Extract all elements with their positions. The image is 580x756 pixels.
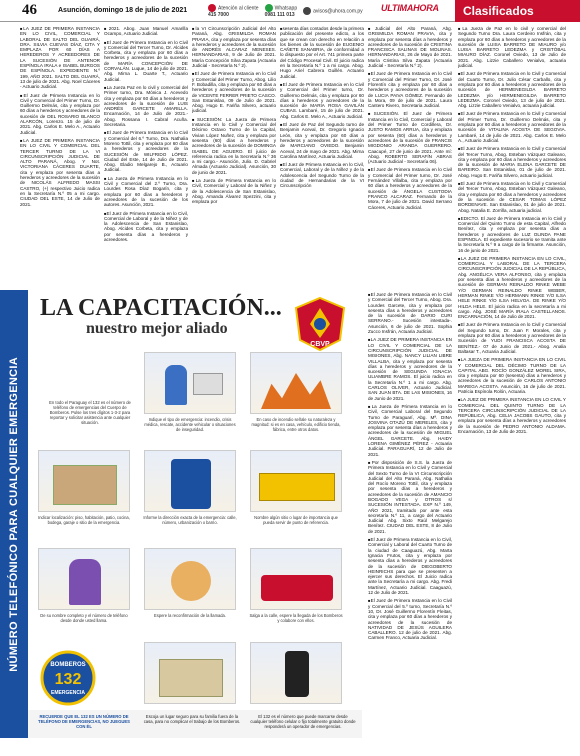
caller-figure: [69, 559, 101, 605]
legal-notice: ■ LA JUEZ DE PRIMERA INSTANCIA EN LO CIVIL Y COMERCIAL DEL TERCER TURNO DE LA VI CIRCUNSCRIPCIÓN JUDICIAL DE ALTO PARANÁ, Abog. Y Not. VICTORIANA CÁCERES DUARTE, cita y emplaza por sesenta días a herederos y acreedores de la sucesión de NICOLÁS ALFREDO MASSI CASTRO, (+) respectivo Juicio radica en la Secretaría N.º 05 a mi cargo. CIUDAD DEL ESTE, 14 de Julio de 2021.: [20, 138, 100, 207]
legal-notice: ■ El Juez de Primera Instancia en lo Civil y Comercial del Primer Turno, Dr. Guillermo Delmás, cita y emplaza por 60 días a herederos y acreedores de la sucesión de VITALINA ACOSTA DE SEGOVIA. Lambaré, 14 de julio de 2021. Abg. Carlos E. Melo A., Actuario Judicial.: [458, 111, 566, 143]
illustration-panel: [38, 548, 130, 610]
legal-notice: ■ El Juez de Primera Instancia en lo Civil y Comercial del 6.º Turno, Dra. Nathalia Moreno Tottil, cita y emplaza por 60 días a herederos y acreedores de la SUCESIÓN de WILFRIDO LÓPEZ. Ciudad del Este, 14 de Julio de 2021. Abog. Eladio Melgarejo B., Actuario Judicial.: [104, 130, 188, 172]
legal-notice: ■ El Juez de Primera Instancia en lo Civil y Comercial del Tercer Turno, Dr. Alcides Corbeta, cita y emplaza por 60 días a herederos y acreedores de la sucesión de MARÍA CONCEPCIÓN DE CORVALÁN. Luque, 14 de julio de 2021. Abg. Mirna L. Duarte T., Actuario Judicial.: [104, 40, 188, 82]
ad-intro-text: En todo el Paraguay el 132 es el número de teléfono de emergencias del Cuerpo de Bomberos. Pulse los tres dígitos 1-3-2 para reportar y solicitar asistencia ante cualquier situación.: [49, 400, 131, 425]
column-2: [104, 26, 188, 288]
legal-notice: ■ La Jueza de Primera Instancia en lo Civil, Comercial y Laboral de la Niñez y de la Adolescencia de San Estanislao, Abog. Amanda Álvarez Spezzini, cita y emplaza por: [192, 178, 276, 204]
fire-icon: [261, 373, 331, 409]
ad-side-text: NÚMERO TELEFÓNICO PARA CUALQUIER EMERGENCIA: [8, 356, 20, 672]
ad-title: LA CAPACITACIÓN...: [40, 295, 282, 321]
wait-icon: [171, 561, 211, 601]
footer-free-call: El 132 es el número que puede marcarse desde cualquier teléfono celular o fijo totalmente gratuito donde responderá un operador de emergencias.: [250, 714, 356, 729]
firefighters-ad: [28, 290, 362, 738]
phone-icon: [208, 4, 216, 12]
legal-notice: ■ El Juez de Primera Instancia en lo Civil, Comercial, Laboral y de la Niñez y de la Adolescencia del Segundo Turno de la ciudad de Hernandarias de la VI Circunscripción: [280, 162, 364, 188]
illustration-panel: [250, 548, 342, 610]
issue-date: Asunción, domingo 18 de julio de 2021: [58, 7, 188, 14]
newspaper-brand: ULTIMAHORA: [381, 3, 439, 13]
ad-side-banner: [0, 290, 28, 738]
legal-notice: ■ El Juez de Primera Instancia en lo Civil y Comercial del Tercer Turno, Abog. Esteban Vázquez Galeano, cita y emplaza por 60 días a herederos y acreedores de la sucesión de CESAR TOMAS LÓPEZ BORDENAVE. San Estanislao, 01 de julio de 2021. Abog. Natalia E. Zorrilla, actuaria judicial.: [458, 181, 566, 213]
page-header: [0, 0, 580, 22]
email-icon: [303, 7, 311, 15]
legal-notice: ■ El Juez de Primera Instancia en lo Civil y Comercial del Segundo turno, Dr. Juan F. Morales, cita y emplaza por 60 días a herederos y acreedores de la Sucesión de YUDI FRANCISCA ACOSTA DE BENÍTEZ.- 07 de Junio de 2021.- Abog. Analia Baltasar T., Actuaria Judicial.: [458, 322, 566, 354]
legal-notice: ■ El Juez de Primera Instancia en lo Civil y Comercial del Primer Turno, Abog. Lilio F. Bobadilla, cita y emplaza por 60 días a herederos y acreedores de la sucesión de VICENTE FERRER PRIETO CASCO. San Estanislao, 09 de Julio de 2021. Abog. Hugo E. Fariña Silvero, actuario judicial.: [192, 71, 276, 113]
column-1: [20, 26, 100, 288]
house-icon: [53, 465, 117, 505]
illustration-panel: [250, 352, 342, 414]
illustration-panel: [144, 450, 236, 512]
legal-notice: ■ 2021. Abog. Juan Manuel Amarilla Ocampo, Actuario Judicial.: [104, 26, 188, 37]
legal-notice: ■ la VI Circunscripción Judicial del Alto Paraná, Abg. GRISMILDA ROMAN PRAVIA, cita y emplaza por sesenta días a herederos y acreedores de la sucesión de ANDRÉS ALCARAZ MENESES. HERNANDARIAS, 9 de Julio de 2021. María Concepción Silva Zapata (Actuaria Judicial - Secretaría N.º 2).: [192, 26, 276, 68]
cbvp-logo: [290, 294, 350, 354]
column-5-bottom: [368, 292, 452, 740]
footer-warning: RECUERDE QUE EL 132 ES UN NÚMERO DE TELÉFONO DE EMERGENCIAS, NO JUEGUES CON ÉL: [38, 714, 130, 729]
family-outside-illustration: [159, 659, 223, 697]
step-caption: Informe la dirección exacta de la emergencia: calle, número, urbanización o barrio.: [143, 515, 237, 525]
whatsapp-icon: [265, 4, 273, 12]
step-caption: Indicar localización: piso, habitación, patio, cocina, bodega, garaje o sitio de la emergencia.: [38, 515, 130, 525]
column-3: [192, 26, 276, 288]
illustration-panel: [38, 450, 130, 512]
fire-truck-icon: [261, 575, 333, 601]
contact-info: [208, 4, 363, 18]
legal-notice: ■ El Juez de Primera Instancia en lo Civil y Comercial del Tercer Turno, Abog. Dra. Lourdes Garcete, cita y emplaza por sesenta días a herederos y acreedores de la sucesión de DARIO CURI SERRANO.- Sucesión intestada-. Asunción, 6 de julio de 2021. Sophia Zucco Insfrán, Actuaria Judicial.: [368, 292, 452, 334]
whatsapp-contact: Whatsapp 0981 111 013: [264, 4, 298, 18]
svg-text:EMERGENCIA: EMERGENCIA: [51, 690, 85, 696]
legal-notice: ■ El Juez de Primera Instancia en lo Civil y Comercial del Primer Turno, Dr. Guillermo Delmás, cita y emplaza por 60 días a herederos y acreedores de la sucesión de DEL ROSARIO BLANCO ALARCÓN, Lorenzo. 15 de julio de 2021. Abg. Carlos E. Melo A., Actuario Judicial.: [20, 93, 100, 135]
school-building-icon: [259, 473, 335, 501]
person-figure: [165, 365, 187, 405]
step-caption: Indique el tipo de emergencia: incendio, crisis médica, rescate, accidente vehicular o situaciones de inseguridad.: [144, 417, 236, 432]
illustration-panel: [250, 642, 342, 704]
step-caption: Salga a la calle, espere la llegada de los Bomberos y colabore con ellos.: [249, 613, 343, 623]
legal-notice: ■ Judicial del Alto Paraná, Abg. GRISMILDA ROMAN PRAVIA, cita y emplaza por sesenta días a herederos y acreedores de la sucesión de CRISTINA FRANCISCA SALINAS DE MOLINAS. HERNANDARIAS, 26 de Mayo de 2021. María Cristina Silva Zapata (Actuaria Judicial - Secretaría N.º 2).: [368, 26, 452, 68]
legal-notice: ■ El Juez de Primera Instancia en lo Civil y Comercial del 5.º turno, Secretaría N.º 10, Dr. José Guillermo Florentín Fleitas, cita y emplaza por 60 días a herederos y acreedores de la sucesión de NATIVIDAD DE JESÚS AGUILERA CABALLERO. 12 de julio de 2021. Abg. Carmen Franco, Actuaria Judicial.: [368, 598, 452, 640]
column-6: [458, 26, 566, 740]
legal-notice: ■ LA JUEZA DE PRIMERA INSTANCIA EN LO CIVIL Y COMERCIAL DEL DÉCIMO TURNO DE LA CAPITAL ABG. ROCÍO GONZÁLEZ MOREL SIRA, cita y emplaza por 60 (sesenta) días a herederos y acreedores de la sucesión de CARLOS ANTONIO MAREGA ACOSTA. Asunción, 16 de julio de 2021. Patricia Espínola Rolón, Actuaria.: [458, 357, 566, 394]
svg-text:132: 132: [54, 671, 82, 688]
legal-notice: ■ LA JUEZ DE PRIMERA INSTANCIA EN LO CIVIL Y COMERCIAL DEL QUINTO TURNO DE LA TERCERA CIRCUNSCRIPCIÓN JUDICIAL DE LA REPÚBLICA, Abg. CELIA JACOBS GAUTO, cita y emplaza por sesenta días a herederos y acreedores de la sucesión de PEDRO ANTONIO ALDAMA. Encarnación, 13 de Julio de 2021.: [458, 397, 566, 434]
legal-notice: ■ La Jueza de Primera Instancia en lo Civil y Comercial del 2.º Turno, Dra. Lourdes Rosa Díaz Bogarín, cita y emplaza por 60 días a herederos y acreedores de la sucesión de los autores. Asunción, 2021.: [104, 176, 188, 208]
mobile-phone-icon: [285, 651, 309, 697]
legal-notice: ■ LA JUEZ DE PRIMERA INSTANCIA EN LO CIVIL, COMERCIAL Y LABORAL DE SALTO DEL GUAIRÁ, DRA. SILVIA CUEVAS DÍAZ, CITA Y EMPLAZA POR 60 DÍAS A HEREDEROS Y ACREEDORES DE LA SUCESIÓN DE ANTENOR ESPÍNOLA IRALA e ISABEL BURGOS DE ESPÍNOLA. EXPEDIENTE N.º 199, AÑO 2021. SALTO DEL GUAIRÁ, 13 de julio de 2021. Abg. Noel Cáceres - Actuario Judicial.: [20, 26, 100, 90]
legal-notice: ■ SUCESIÓN. El Juez de Primera Instancia en lo Civil, Comercial y Laboral del Primer Turno de Cordillera, Dr. JUSTO RAMOS ARRUA, cita y emplaza por sesenta (60) días a herederos y acreedores de la sucesión de FRANCIS MIGDONIO ARANDA GUERRERO. Caacupé, 27 de junio de 2021. Ante mí: Abog. ROBERTO SERAFÍN ABRAS (Actuario Judicial - Secretaría 06).: [368, 111, 452, 164]
legal-notice: ■ El Juez de Primera Instancia en lo Civil y Comercial del Primer turno, Dr. Guillermo Delmás, cita y emplaza por 60 días a herederos y acreedores de la sucesión de MARÍA ROSA GAVILÁN CUBAS. Lambaré, 15 de julio de 2021. Abg. Carlos E. Melo A., Actuario Judicial.: [280, 82, 364, 119]
legal-notice: ■ Por disposición de S.S. la Jueza de Primera Instancia en lo Civil y Comercial del Sexto Turno de la VI Circunscripción Judicial del Alto Paraná, Abg. Nathalia del Rocío Moreno Tottil, cita y emplaza por sesenta días a herederos y acreedores de la sucesión de AMANCIO BOGADO VEGA y OTROS s/ SUCESIÓN INTESTADA. EXP N.º 149, AÑO 2021, tramitado por ante esta secretaría N.º 11, a cargo del Actuario Judicial Abg. Sixto Raúl Melgarejo Benítez. CIUDAD DEL ESTE, 8 de Julio de 2021.: [368, 460, 452, 534]
legal-notice: ■ La Jueza de Primera Instancia en lo Civil, Comercial Laboral del Segundo Turno de Paraguarí, Abg. Mª. DINA JOSVINA OTAZÚ DE MERELES, cita y emplaza por sesenta días a herederos y acreedores de la sucesión de MIGUEL ÁNGEL GARCETE. Abg. HAIDY LORENA GIMÉNEZ PÉREZ - Actuaria Judicial. PARAGUARÍ, 12 de Julio de 2021.: [368, 404, 452, 457]
phone-contact: Atención al cliente 415 7000: [208, 4, 259, 18]
legal-notice: ■ El Juez de Primera Instancia en lo Civil y Comercial del Tercer Turno, Abog. Esteban Vázquez Galeano, cita y emplaza por 60 días a herederos y acreedores de la sucesión de MARIA ELENA GARCETE DE BAREIRO. San Estanislao, 01 de julio de 2021. Abog. Hugo E. Fariña Silvero, actuario judicial.: [458, 146, 566, 178]
illustration-panel: [144, 642, 236, 704]
step-caption: Nombre algún sitio o lugar de importancia que pueda servir de punto de referencia.: [254, 515, 338, 525]
legal-notice: ■ La Jueza Paz en lo civil y comercial del Primer turno, Dra. Mónica J. Acevedo cita y emplaza por 60 días a herederos y acreedores de la sucesión de LUIS ANDRÉS GARCETE AMARILLA. Encarnación, 14 de Julio de 2021.- Abog. Rossana I. Cabral Acuña. Secretaria.: [104, 85, 188, 127]
column-5-top: [368, 26, 452, 288]
legal-notice: ■ LA JUEZ DE PRIMERA INSTANCIA EN LO CIVIL, COMERCIAL Y LABORAL DE LA TERCERA CIRCUNSCRIPCIÓN JUDICIAL DE LA REPÚBLICA, Abg. ANGÉLICA VERA ALFONSO, cita y emplaza por sesenta días a herederos y acreedores de la sucesión de GERMAN REINALDO RINKE WEBE Y/O GERMAN REINALDO RINKE WEBER, HERMAN RINKE Y/O HERMANN RINKE Y/O ILSA HELE RINKE Y/O ILSA HELVOA. DE RINKE Y/O HILDA HELE. El juicio radica en la secretaría a mi cargo. Abg. JOSÉ MARÍA IRALA CASTELLANOS. ENCARNACIÓN, 14 de Julio de 2021.: [458, 256, 566, 320]
legal-notice: ■ La Jueza de Paz en lo civil y comercial del Segundo Turno Dra. Laura Cerdeiro Insfrán, cita y emplaza por 60 días a herederos y acreedores de la sucesión de LUISA BARRETO DE MIAURO y/o LUISA BARRETO LEDEZMA y CRISTÓBAL MIAURO DÍAZ. Coronel Oviedo, 13 de Julio de 2021. Abg. Lizzie Caballero Venialvo, actuaria judicial.: [458, 26, 566, 68]
phone-icon: [193, 373, 223, 395]
firefighter-figure: [171, 459, 211, 509]
email-contact: avisos@uhora.com.py: [303, 7, 363, 15]
ad-footer: [28, 710, 362, 738]
footer-safe-place: Escoja un lugar seguro para su familia fuera de la casa, para no complicar el trabajo de los Bomberos.: [143, 714, 241, 724]
legal-notice: ■ LA JUEZ DE PRIMERA INSTANCIA EN LO CIVIL Y COMERCIAL DE LA CIRCUNSCRIPCIÓN JUDICIAL DE MISIONES, Abg. NANCY LILIAN LIBRE VILLALBA, cita y emplaza por sesenta días a herederos y acreedores de la sucesión de SEGUNDA IGNACIA ULIAMBRE RAMOS. El juicio radica en la Secretaría N.º 1 a mi cargo. Abg. CARLOS OLIVER, Actuario Judicial. SAN JUAN BTA. DE LAS MISIONES, 16 de Junio de 2021.: [368, 337, 452, 401]
illustration-panel: [144, 352, 236, 414]
svg-text:BOMBEROS: BOMBEROS: [50, 662, 86, 668]
legal-notice: ■ El Juez de Paz del Segundo turno de Benjamin Aceval, Dr. Gregorio Ignacio León, cita y emplaza por 60 días a herederos y acreedores de la sucesión de MARCIANO OVIEDO. Benjamin Aceval, 24 de mayo de 2021. Abg. Mirna Carolina Martínez, Actuaria Judicial.: [280, 122, 364, 159]
legal-notice: ■ El Juez de Primera Instancia en lo Civil, Comercial de Laboral y de la Niñez y de la Adolescencia de San Estanislao, Abog. Alcides Corbeta, cita y emplaza por sesenta días a herederos y acreedores.: [104, 211, 188, 243]
step-caption: Espere la reconfirmación de la llamada.: [154, 613, 226, 618]
legal-notice: ■ El Juez de Primera Instancia en lo Civil y Comercial del Cuarto Turno, Dr. Julio César Carballo, cita y emplaza por 60 días a herederos y acreedores de la sucesión de HERMENEGILDA BARRETO LEDEZMA y/o HERMENEGILDA BARRETO LEDEZMA. Coronel Oviedo, 13 de julio de 2021. Abg. Lizzie Caballero Venialvo, actuaria judicial.: [458, 71, 566, 108]
page-number: 46: [22, 2, 37, 18]
legal-notice: ■ El Juez de Primera Instancia en lo Civil, Comercial y Laboral del Cuarto Turno de la ciudad de Caaguazú, Abg. Marta Ignacia Frutos, cita y emplaza por sesenta días a herederos y acreedores de la sucesión de DIEGOBERTO HEINRICHS para que se presenten a ejercer sus derechos. El Juicio radica ante la Secretaría a mi cargo. Abg. Fredi Martínez, Actuario Judicial. Caaguazú, 12 de Julio de 2021.: [368, 537, 452, 595]
legal-notice: ■ sesenta días contados desde la primera publicación del presente edicto, a los que se crean con derecho en relación a los bienes de la sucesión de EUGENIO CAÑETE SANABRIA, de conformidad a lo dispuesto por el Art. 741 primera parte del Código Procesal Civil. El juicio radica en la Secretaría N.º 1 a mi cargo. Abog. Hugo Ariel Cabrera Guillén. Actuario Judicial.: [280, 26, 364, 79]
column-4: [280, 26, 364, 288]
legal-notice: ■ EDICTO. El Juez de Primera Instancia en lo Civil y Comercial del Quinto Turno de esta Capital, Alfredo Benítez, cita y emplaza por sesenta días a herederos y acreedores de LUZ OLINDA PANE ESPINOLA. El expediente sucesorio se tramita ante la Secretaría N.º 9 a cargo de la firmante. Asunción, 16 de junio de 2021.: [458, 216, 566, 253]
legal-notice: ■ El Juez de Primera Instancia en lo Civil y Comercial del Primer turno, Dr. José Fernández Villalba, cita y emplaza por 60 días a herederos y acreedores de la sucesión de ÁNGELA CUSTODIA FRANCO ALCARAZ. Fernando de la Mora, 7 de julio de 2021. David Serrano Cáceres, Actuario Judicial.: [368, 167, 452, 209]
logo-text: CBVP: [310, 341, 330, 348]
emergency-132-badge: [40, 650, 96, 706]
illustration-panel: [144, 548, 236, 610]
illustration-panel: [250, 450, 342, 512]
legal-notice: ■ El Juez de Primera Instancia en lo Civil y Comercial del Primer Turno, Dr. José Florentín cita y emplaza por 60 días a herederos y acreedores de la sucesión de LUCIA PAIVA GÓMEZ. Fernando de la Mora, 09 de julio de 2021. Laura Cantero Rivero, Secretaria Judicial.: [368, 71, 452, 108]
step-caption: En caso de incendio señale su naturaleza y magnitud: si es en casa, vehículo, edificio tienda, fábrica, entre otros datos.: [251, 417, 341, 432]
legal-notice: ■ SUCESIÓN: La Jueza de Primera Instancia en lo Civil y Comercial del Décimo Octavo Turno de la Capital, Vivian López Nuñez, cita y emplaza por sesenta (60) días a herederos y acreedores de la sucesión de DOMINGA ISABEL DE AGUERO. El juicio de referencia radica en la Secretaría N.º 36 a mi cargo.- Asunción, Julio. D. Gabriel Almada (Actuario Judicial). Asunción, 30 de junio de 2021.: [192, 117, 276, 175]
section-title: Clasificados: [455, 0, 580, 22]
step-caption: De su nombre completo y el número de teléfono desde donde usted llama.: [40, 613, 128, 623]
ad-subtitle: nuestro mejor aliado: [86, 320, 228, 337]
